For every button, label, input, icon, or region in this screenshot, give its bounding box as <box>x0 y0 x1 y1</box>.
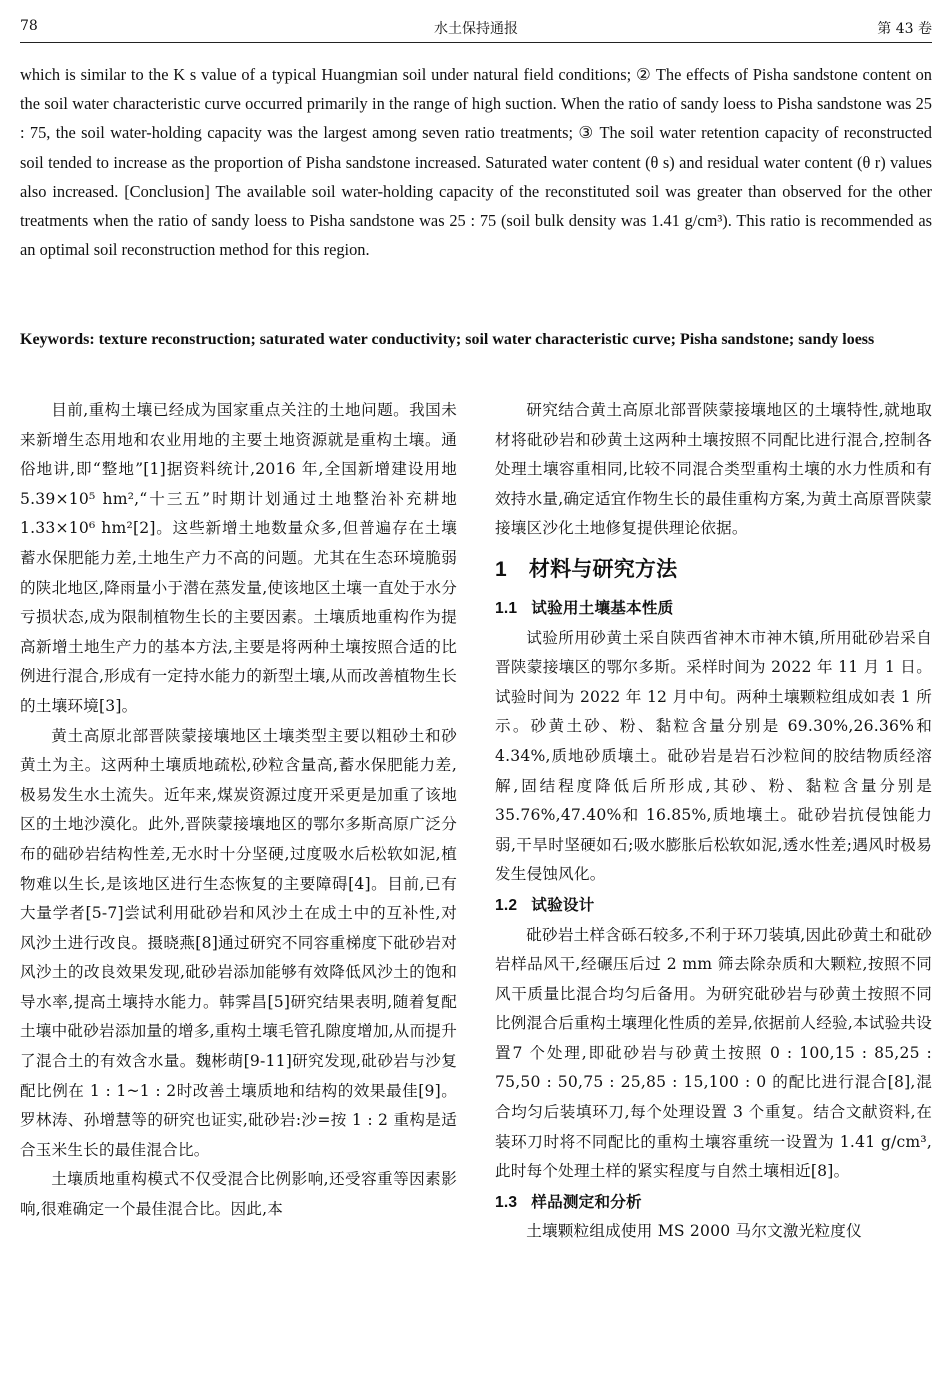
paragraph: 试验所用砂黄土采自陕西省神木市神木镇,所用砒砂岩采自晋陕蒙接壤区的鄂尔多斯。采样时间为 2022 年 11 月 1 日。试验时间为 2022 年 12 月中旬。两种土壤颗粒组成如表 1 所示。砂黄土砂、粉、黏粒含量分别是 69.30%,26.36%和 4.34%,质地砂质壤土。砒砂岩是岩石沙粒间的胶结物质经溶解,固结程度降低后所形成,其砂、粉、黏粒含量分别是 35.76%,47.40%和 16.85%,质地壤土。砒砂岩抗侵蚀能力弱,干旱时坚硬如石;吸水膨胀后松软如泥,透水性差;遇风时极易发生侵蚀风化。 <box>495 628 932 884</box>
paragraph: 土壤颗粒组成使用 MS 2000 马尔文激光粒度仪 <box>526 1222 862 1241</box>
paragraph: 砒砂岩土样含砾石较多,不利于环刀装填,因此砂黄土和砒砂岩样品风干,经碾压后过 2 mm 筛去除杂质和大颗粒,按照不同风干质量比混合均匀后备用。为研究砒砂岩与砂黄土按照不同比例混合后重构土壤理化性质的差异,依据前人经验,本试验共设置7 个处理,即砒砂岩与砂黄土按照 0 : 100,15 : 85,25 : 75,50 : 50,75 : 25,85 : 15,100 : 0 的配比进行混合[8],混合均匀后装填环刀,每个处理设置 3 个重复。结合文献资料,在装环刀时将不同配比的重构土壤容重统一设置为 1.41 g/cm³,此时每个处理土样的紧实程度与自然土壤相近[8]。 <box>495 925 932 1181</box>
paragraph: 目前,重构土壤已经成为国家重点关注的土地问题。我国未来新增生态用地和农业用地的主要土地资源就是重构土壤。通俗地讲,即“整地”[1]据资料统计,2016 年,全国新增建设用地 5.39×10⁵ hm²,“十三五”时期计划通过土地整治补充耕地 1.33×10⁶ hm²[2]。这些新增土地数量众多,但普遍存在土壤蓄水保肥能力差,土地生产力不高的问题。尤其在生态环境脆弱的陕北地区,降雨量小于潜在蒸发量,使该地区土壤一直处于水分亏损状态,成为限制植物生长的主要因素。土壤质地重构作为提高新增土地生产力的基本方法,主要是将两种土壤按照合适的比例进行混合,形成有一定持水能力的新型土壤,从而改善植物生长的土壤环境[3]。 <box>20 401 457 715</box>
page-header <box>20 14 932 43</box>
right-column <box>495 396 932 1247</box>
subsection-number: 1.1 <box>495 599 518 617</box>
section-number: 1 <box>495 557 507 581</box>
paragraph: 黄土高原北部晋陕蒙接壤地区土壤类型主要以粗砂土和砂黄土为主。这两种土壤质地疏松,砂粒含量高,蓄水保肥能力差,极易发生水土流失。近年来,煤炭资源过度开采更是加重了该地区的土地沙漠化。此外,晋陕蒙接壤地区的鄂尔多斯高原广泛分布的础砂岩结构性差,无水时十分坚硬,过度吸水后松软如泥,植物难以生长,是该地区进行生态恢复的主要障碍[4]。目前,已有大量学者[5-7]尝试利用砒砂岩和风沙土在成土中的互补性,对风沙土进行改良。摄晓燕[8]通过研究不同容重梯度下砒砂岩对风沙土的改良效果发现,砒砂岩添加能够有效降低风沙土的饱和导水率,提高土壤持水能力。韩霁昌[5]研究结果表明,随着复配土壤中砒砂岩添加量的增多,重构土壤毛管孔隙度增加,从而提升了混合土的有效含水量。魏彬萌[9-11]研究发现,砒砂岩与沙复配比例在 1 : 1~1 : 2时改善土壤质地和结构的效果最佳[9]。罗林涛、孙增慧等的研究也证实,砒砂岩:沙=按 1 : 2 重构是适合玉米生长的最佳混合比。 <box>20 726 457 1159</box>
subsection-heading <box>495 890 932 921</box>
section-title: 材料与研究方法 <box>528 555 678 581</box>
subsection-heading <box>495 593 932 624</box>
paragraph: 研究结合黄土高原北部晋陕蒙接壤地区的土壤特性,就地取材将砒砂岩和砂黄土这两种土壤按照不同配比进行混合,控制各处理土壤容重相同,比较不同混合类型重构土壤的水力性质和有效持水量,确定适宜作物生长的最佳重构方案,为黄土高原晋陕蒙接壤区沙化土地修复提供理论依据。 <box>495 401 932 538</box>
subsection-heading <box>495 1187 932 1218</box>
journal-title: 水土保持通报 <box>434 21 518 37</box>
keywords-label: Keywords: <box>20 331 95 348</box>
subsection-title: 试验用土壤基本性质 <box>531 597 674 617</box>
paragraph: 土壤质地重构模式不仅受混合比例影响,还受容重等因素影响,很难确定一个最佳混合比。因此,本 <box>20 1170 457 1219</box>
subsection-title: 样品测定和分析 <box>531 1191 642 1211</box>
subsection-title: 试验设计 <box>531 894 595 914</box>
section-heading <box>495 554 932 585</box>
keywords-text: texture reconstruction; saturated water conductivity; soil water characteristic curve; Pisha sandstone; sandy loess <box>98 331 875 348</box>
english-abstract <box>20 60 932 264</box>
volume-label: 第 43 卷 <box>877 21 932 37</box>
abstract-text: which is similar to the K s value of a typical Huangmian soil under natural field conditions; ② The effects of Pisha sandstone content on the soil water characteristic curve occurred primarily in the range of high suction. When the ratio of sandy loess to Pisha sandstone was 25 : 75, the soil water-holding capacity was the largest among seven ratio treatments; ③ The soil water retention capacity of reconstructed soil tended to increase as the proportion of Pisha sandstone increased. Saturated water content (θ s) and residual water content (θ r) values also increased. [Conclusion] The available soil water-holding capacity of the reconstituted soil was greater than observed for the other treatments when the ratio of sandy loess to Pisha sandstone was 25 : 75 (soil bulk density was 1.41 g/cm³). This ratio is recommended as an optimal soil reconstruction method for this region. <box>20 65 932 260</box>
subsection-number: 1.2 <box>495 896 518 914</box>
page-number: 78 <box>20 18 38 34</box>
subsection-number: 1.3 <box>495 1193 518 1211</box>
left-column <box>20 396 457 1225</box>
keywords <box>20 326 932 354</box>
